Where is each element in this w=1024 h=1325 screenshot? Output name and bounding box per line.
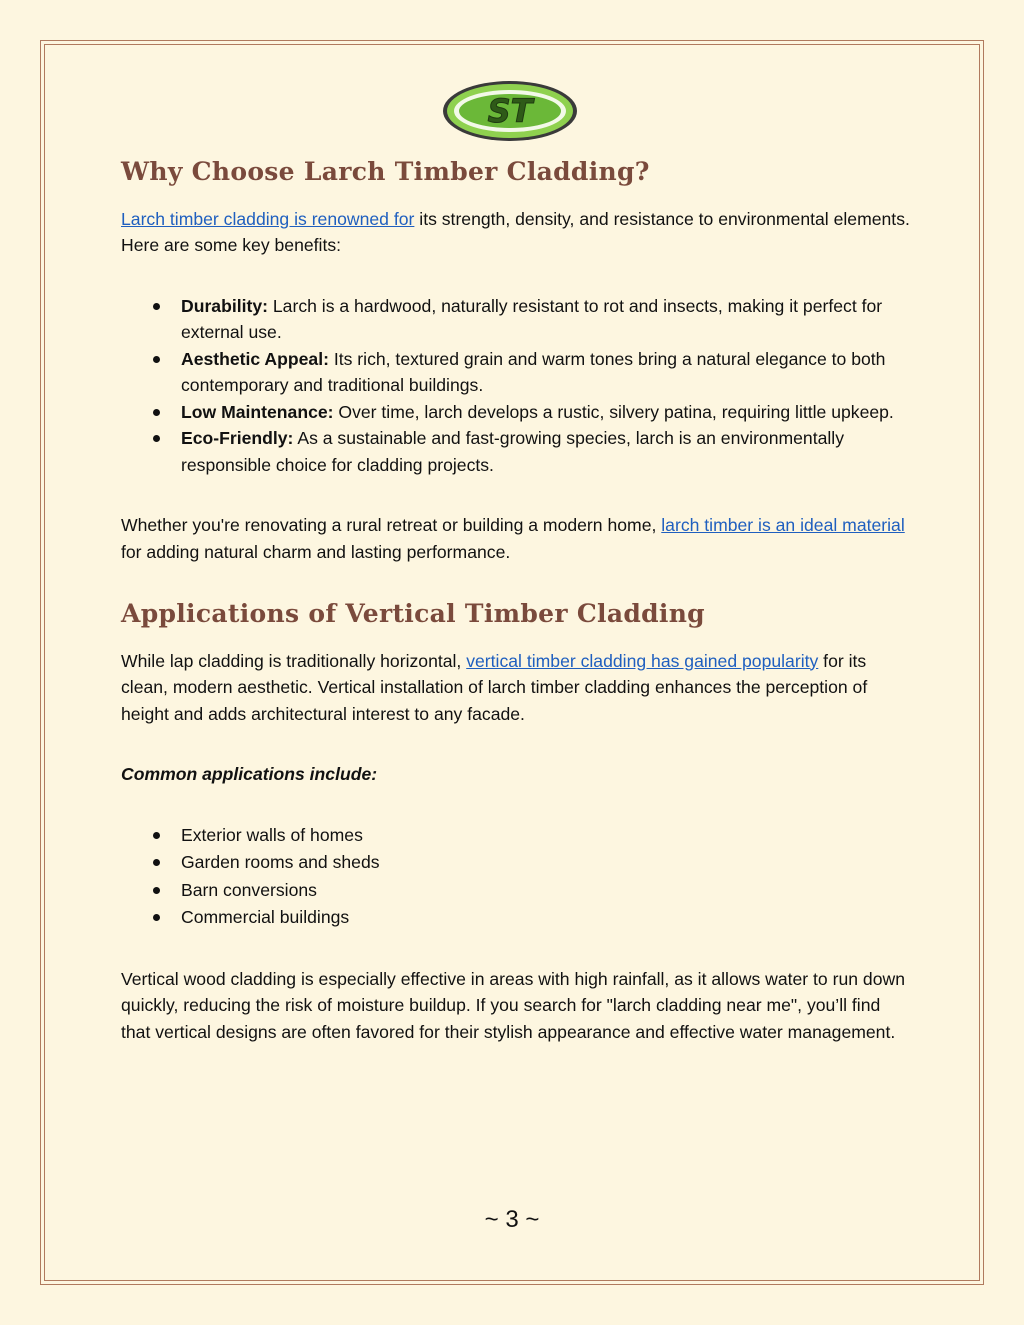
logo-text: ST bbox=[487, 92, 533, 130]
vertical-cladding-link[interactable]: vertical timber cladding has gained popularity bbox=[466, 650, 819, 671]
closing-paragraph-2: Vertical wood cladding is especially effective in areas with high rainfall, as it allows water to run down quickly, reducing the risk of moisture buildup. If you search for "larch cladding near me", you’ll find that vertical designs are often favored for their stylish appearance and effective water management. bbox=[121, 968, 905, 1042]
applications-list bbox=[121, 822, 911, 932]
list-item: Low Maintenance: Over time, larch develops a rustic, silvery patina, requiring little upkeep. bbox=[121, 399, 911, 426]
intro-paragraph: Larch timber cladding is renowned for its strength, density, and resistance to environmental elements. Here are some key benefits: bbox=[121, 208, 910, 255]
st-logo bbox=[440, 78, 580, 144]
closing-paragraph-1: Whether you're renovating a rural retreat or building a modern home, larch timber is an ideal material for adding natural charm and lasting performance. bbox=[121, 515, 905, 562]
main-content bbox=[121, 150, 911, 1045]
list-item: Eco-Friendly: As a sustainable and fast-growing species, larch is an environmentally responsible choice for cladding projects. bbox=[121, 425, 911, 478]
list-item: Exterior walls of homes bbox=[121, 822, 911, 850]
larch-renowned-link[interactable]: Larch timber cladding is renowned for bbox=[121, 208, 415, 229]
list-item: Garden rooms and sheds bbox=[121, 849, 911, 877]
section-title-applications: Applications of Vertical Timber Cladding bbox=[121, 599, 705, 628]
list-item: Durability: Larch is a hardwood, naturally resistant to rot and insects, making it perfect for external use. bbox=[121, 293, 911, 346]
list-item: Commercial buildings bbox=[121, 904, 911, 932]
page-number: ~ 3 ~ bbox=[484, 1206, 540, 1233]
section-title-why: Why Choose Larch Timber Cladding? bbox=[121, 157, 650, 186]
list-item: Aesthetic Appeal: Its rich, textured grain and warm tones bring a natural elegance to both contemporary and traditional buildings. bbox=[121, 346, 911, 399]
applications-intro: While lap cladding is traditionally horizontal, vertical timber cladding has gained popularity for its clean, modern aesthetic. Vertical installation of larch timber cladding enhances the perception of height and adds architectural interest to any facade. bbox=[121, 650, 868, 724]
benefits-list bbox=[121, 293, 911, 479]
list-item: Barn conversions bbox=[121, 877, 911, 905]
larch-ideal-material-link[interactable]: larch timber is an ideal material bbox=[661, 515, 905, 535]
applications-heading: Common applications include: bbox=[121, 764, 378, 784]
